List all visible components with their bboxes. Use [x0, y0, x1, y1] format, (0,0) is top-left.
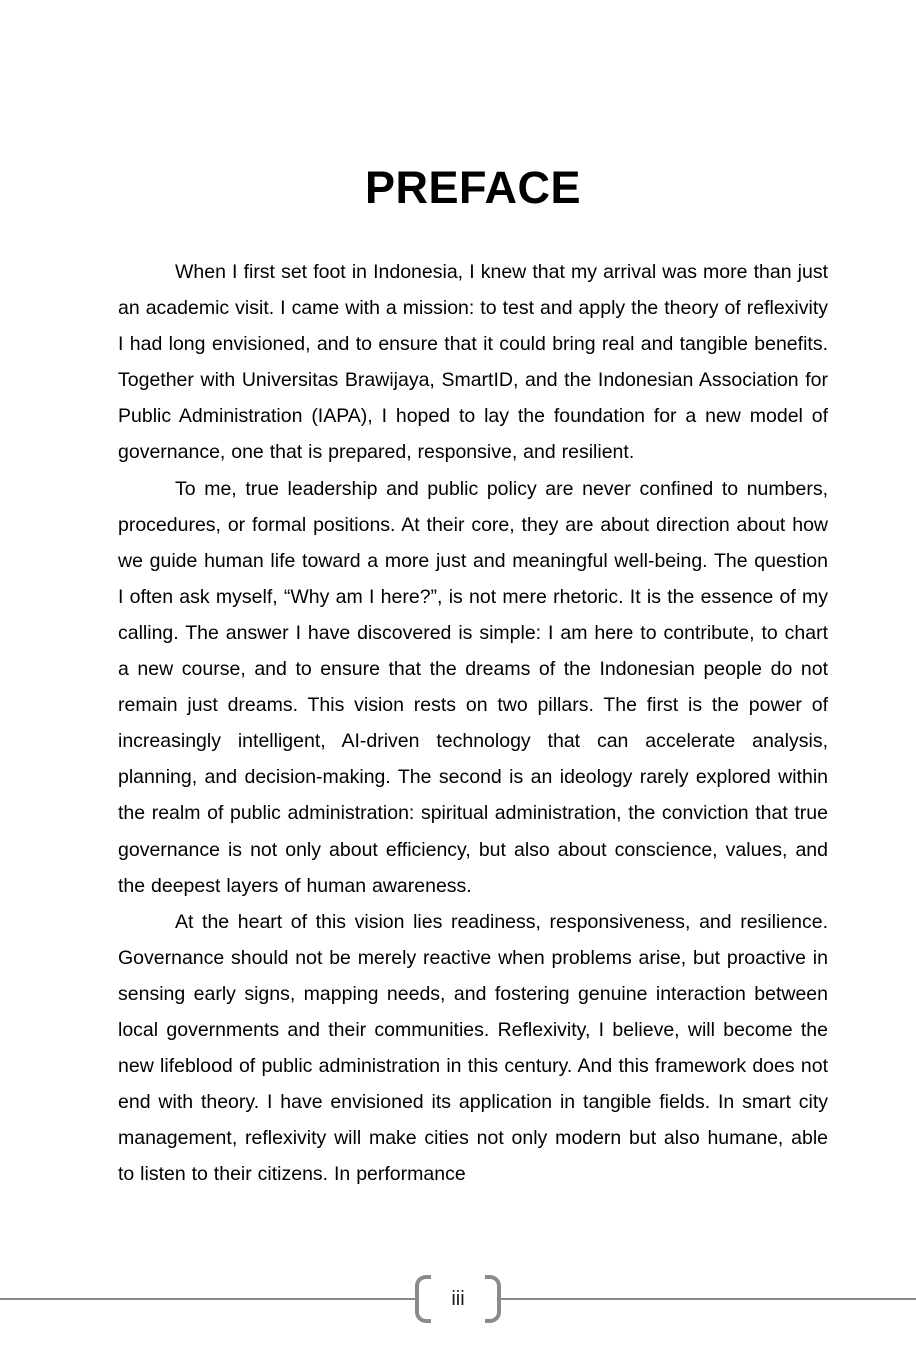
left-bracket-icon — [415, 1275, 431, 1323]
paragraph: When I first set foot in Indonesia, I knew that my arrival was more than just an academic visit. I came with a mission: to test and apply the theory of reflexivity I had long envisioned, and to ensure that it could bring real and tangible benefits. Together with Universitas Brawijaya, SmartID, and the Indonesian Association for Public Administration (IAPA), I hoped to lay the foundation for a new model of governance, one that is prepared, responsive, and resilient. — [118, 261, 828, 464]
footer-rule-left — [0, 1298, 415, 1300]
page-title: PREFACE — [364, 162, 582, 213]
footer-rule-right — [501, 1298, 916, 1300]
right-bracket-icon — [485, 1275, 501, 1323]
paragraph: To me, true leadership and public policy are never confined to numbers, procedures, or formal positions. At their core, they are about direction about how we guide human life toward a more just and meaningful well-being. The question I often ask myself, “Why am I here?”, is not mere rhetoric. It is the essence of my calling. The answer I have discovered is simple: I am here to contribute, to chart a new course, and to ensure that the dreams of the Indonesian people do not remain just dreams. This vision rests on two pillars. The first is the power of increasingly intelligent, AI-driven technology that can accelerate analysis, planning, and decision-making. The second is an ideology rarely explored within the realm of public administration: spiritual administration, the conviction that true governance is not only about efficiency, but also about conscience, values, and the deepest layers of human awareness. — [118, 477, 828, 897]
page-number: iii — [451, 1288, 465, 1310]
page-content — [118, 162, 828, 1192]
page-footer — [0, 1276, 916, 1322]
paragraph: At the heart of this vision lies readiness, responsiveness, and resilience. Governance should not be merely reactive when problems arise, but proactive in sensing early signs, mapping needs, and fostering genuine interaction between local governments and their communities. Reflexivity, I believe, will become the new lifeblood of public administration in this century. And this framework does not end with theory. I have envisioned its application in tangible fields. In smart city management, reflexivity will make cities not only modern but also humane, able to listen to their citizens. In performance — [118, 910, 828, 1186]
